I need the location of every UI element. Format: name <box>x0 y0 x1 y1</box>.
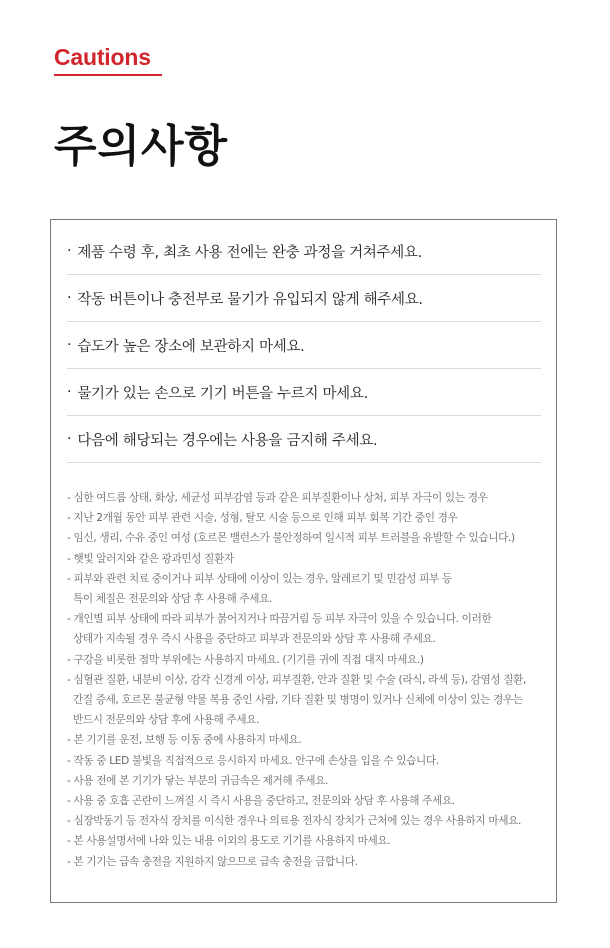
detail-caution-line <box>67 730 547 750</box>
bullet-dot: · <box>67 290 72 306</box>
detail-caution-line <box>67 710 547 730</box>
section-eyebrow: Cautions <box>54 44 151 70</box>
detail-caution-text: 상태가 지속될 경우 즉시 사용을 중단하고 피부과 전문의와 상담 후 사용해 주세요. <box>73 633 436 646</box>
dash-marker: - <box>67 774 71 787</box>
dash-marker: - <box>67 835 71 848</box>
main-caution-item <box>67 322 541 369</box>
detail-caution-text: 작동 중 LED 불빛을 직접적으로 응시하지 마세요. 안구에 손상을 입을 수 있습니다. <box>73 754 439 767</box>
detail-caution-text: 본 기기는 급속 충전을 지원하지 않으므로 급속 충전을 금합니다. <box>73 855 358 868</box>
detail-caution-line <box>67 488 547 508</box>
bullet-dot: · <box>67 431 72 447</box>
detail-caution-line <box>67 650 547 670</box>
detail-caution-line <box>67 528 547 548</box>
dash-marker: - <box>67 734 71 747</box>
cautions-box <box>50 219 557 903</box>
detail-caution-text: 심혈관 질환, 내분비 이상, 감각 신경계 이상, 피부질환, 안과 질환 및 수술 (라식, 라섹 등), 감염성 질환, <box>73 673 527 686</box>
detail-caution-line <box>67 751 547 771</box>
detail-caution-line <box>67 629 547 649</box>
main-caution-text: 물기가 있는 손으로 기기 버튼을 누르지 마세요. <box>77 385 368 402</box>
dash-marker: - <box>67 613 71 626</box>
detail-caution-text: 반드시 전문의와 상담 후에 사용해 주세요. <box>73 714 260 727</box>
main-caution-item <box>67 228 541 275</box>
detail-caution-line <box>67 811 547 831</box>
dash-marker: - <box>67 653 71 666</box>
detail-caution-item <box>67 508 547 528</box>
detail-caution-item <box>67 730 547 750</box>
detail-caution-text: 심장박동기 등 전자식 장치를 이식한 경우나 의료용 전자식 장치가 근처에 있는 경우 사용하지 마세요. <box>73 815 521 828</box>
detail-caution-text: 구강을 비롯한 점막 부위에는 사용하지 마세요. (기기를 귀에 직접 대지 마세요.) <box>73 653 424 666</box>
bullet-dot: · <box>67 384 72 400</box>
detail-caution-text: 사용 중 호흡 곤란이 느껴질 시 즉시 사용을 중단하고, 전문의와 상담 후 사용해 주세요. <box>73 795 455 808</box>
detail-caution-line <box>67 831 547 851</box>
detail-caution-item <box>67 852 547 872</box>
dash-marker: - <box>67 673 71 686</box>
detail-caution-item <box>67 771 547 791</box>
detail-caution-text: 본 기기를 운전, 보행 등 이동 중에 사용하지 마세요. <box>73 734 302 747</box>
main-caution-text: 다음에 해당되는 경우에는 사용을 금지해 주세요. <box>77 432 378 449</box>
detail-caution-item <box>67 569 547 609</box>
detail-caution-item <box>67 528 547 548</box>
dash-marker: - <box>67 492 71 504</box>
dash-marker: - <box>67 512 71 525</box>
detail-caution-line <box>67 791 547 811</box>
dash-marker: - <box>67 552 71 565</box>
detail-caution-text: 간질 증세, 호르몬 불균형 약물 복용 중인 사람, 기타 질환 및 병명이 있거나 신체에 이상이 있는 경우는 <box>73 694 523 707</box>
detail-caution-text: 심한 여드름 상태, 화상, 세균성 피부감염 등과 같은 피부질환이나 상처, 피부 자극이 있는 경우 <box>73 492 488 504</box>
detail-caution-item <box>67 549 547 569</box>
detail-caution-item <box>67 811 547 831</box>
main-caution-text: 제품 수령 후, 최초 사용 전에는 완충 과정을 거쳐주세요. <box>77 244 422 261</box>
dash-marker: - <box>67 815 71 828</box>
detail-caution-item <box>67 791 547 811</box>
bullet-dot: · <box>67 243 72 259</box>
bullet-dot: · <box>67 337 72 353</box>
detail-caution-line <box>67 549 547 569</box>
main-caution-text: 습도가 높은 장소에 보관하지 마세요. <box>77 338 305 355</box>
detail-caution-text: 본 사용설명서에 나와 있는 내용 이외의 용도로 기기를 사용하지 마세요. <box>73 835 391 848</box>
detail-caution-line <box>67 771 547 791</box>
dash-marker: - <box>67 572 71 585</box>
detail-caution-text: 지난 2개월 동안 피부 관련 시술, 성형, 탈모 시술 등으로 인해 피부 회복 기간 중인 경우 <box>73 512 458 525</box>
detail-caution-text: 임신, 생리, 수유 중인 여성 (호르몬 밸런스가 불안정하여 일시적 피부 트러블을 유발할 수 있습니다.) <box>73 532 515 545</box>
detail-caution-line <box>67 589 547 609</box>
detail-caution-list <box>67 488 547 872</box>
detail-caution-text: 햇빛 알러지와 같은 광과민성 질환자 <box>73 552 234 565</box>
detail-caution-text: 피부와 관련 치료 중이거나 피부 상태에 이상이 있는 경우, 알레르기 및 민감성 피부 등 <box>73 572 452 585</box>
detail-caution-item <box>67 609 547 649</box>
detail-caution-line <box>67 569 547 589</box>
detail-caution-item <box>67 670 547 731</box>
detail-caution-text: 사용 전에 본 기기가 닿는 부분의 귀금속은 제거해 주세요. <box>73 774 328 787</box>
detail-caution-line <box>67 508 547 528</box>
dash-marker: - <box>67 754 71 767</box>
dash-marker: - <box>67 795 71 808</box>
detail-caution-item <box>67 650 547 670</box>
detail-caution-item <box>67 831 547 851</box>
main-caution-text: 작동 버튼이나 충전부로 물기가 유입되지 않게 해주세요. <box>77 291 423 308</box>
detail-caution-line <box>67 609 547 629</box>
detail-caution-line <box>67 690 547 710</box>
main-caution-list <box>67 228 541 463</box>
detail-caution-item <box>67 488 547 508</box>
detail-caution-text: 특이 체질은 전문의와 상담 후 사용해 주세요. <box>73 593 273 606</box>
detail-caution-line <box>67 852 547 872</box>
dash-marker: - <box>67 855 71 868</box>
main-caution-item <box>67 275 541 322</box>
main-caution-item <box>67 369 541 416</box>
dash-marker: - <box>67 532 71 545</box>
detail-caution-item <box>67 751 547 771</box>
page-title: 주의사항 <box>54 121 229 172</box>
detail-caution-text: 개인별 피부 상태에 따라 피부가 붉어지거나 따끔거림 등 피부 자극이 있을 수 있습니다. 이러한 <box>73 613 492 626</box>
detail-caution-line <box>67 670 547 690</box>
eyebrow-underline <box>54 74 162 76</box>
main-caution-item <box>67 416 541 463</box>
